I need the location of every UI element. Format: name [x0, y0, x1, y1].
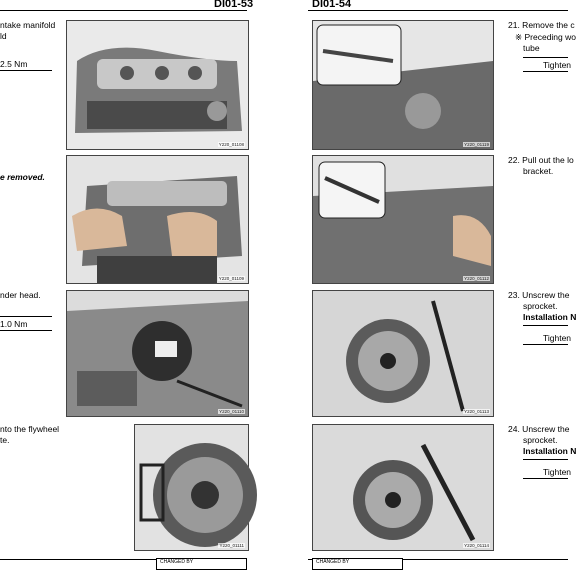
vacuum-pump-illustration: [67, 291, 248, 416]
photo-sprocket-2: [312, 424, 494, 551]
right-tighten-23: Tighten: [543, 333, 572, 343]
right-footer-label: CHANGED BY: [316, 559, 350, 565]
hands-removing-manifold-illustration: [67, 156, 248, 283]
left-step4-line2: te.: [0, 435, 10, 445]
photo-caption-6: Y220_01112: [464, 276, 489, 281]
right-footer-box: [312, 558, 403, 570]
left-step1-line1: ntake manifold: [0, 20, 56, 30]
right-torque-box-23: [523, 332, 572, 345]
right-torque-box-24: [523, 466, 572, 479]
left-torque-3: 1.0 Nm: [0, 319, 28, 329]
flywheel-illustration: [135, 425, 248, 550]
photo-flywheel: [134, 424, 249, 551]
right-torque-box-21: [523, 59, 572, 72]
left-header-rule: [0, 10, 247, 11]
left-torque-box-1: [0, 58, 52, 71]
left-torque-rule-3: [0, 316, 52, 317]
sprocket-chain-illustration-1: [313, 291, 493, 416]
left-step3-line1: nder head.: [0, 290, 41, 300]
right-header-rule: [308, 10, 568, 11]
engine-top-illustration: [67, 21, 248, 149]
left-page-number: DI01-53: [214, 0, 254, 10]
right-torque-rule-21: [523, 57, 568, 58]
right-step21-line1: 21. Remove the c: [508, 20, 575, 30]
left-step2-note: e removed.: [0, 172, 45, 182]
photo-caption-3: Y220_01110: [219, 409, 244, 414]
left-torque-box-3: [0, 318, 52, 331]
right-step22-line2: bracket.: [523, 166, 554, 176]
photo-intake-manifold: [66, 20, 249, 150]
right-step24-line2: sprocket.: [523, 435, 558, 445]
photo-caption-4: Y220_01111: [219, 543, 244, 548]
left-step1-line2: ld: [0, 31, 7, 41]
photo-manifold-removal: [66, 155, 249, 284]
photo-caption-1: Y220_01108: [218, 142, 244, 147]
left-torque-1: 2.5 Nm: [0, 59, 28, 69]
right-step24-line1: 24. Unscrew the: [508, 424, 570, 434]
photo-caption-8: Y220_01114: [464, 543, 489, 548]
photo-vacuum-pump: [66, 290, 249, 417]
right-tighten-24: Tighten: [543, 467, 572, 477]
right-step24-install: Installation N: [523, 446, 576, 456]
right-step22-line1: 22. Pull out the lo: [508, 155, 574, 165]
oil-feed-tube-illustration: [313, 21, 493, 149]
left-footer-box: [156, 558, 247, 570]
bracket-illustration: [313, 156, 493, 283]
left-footer-label: CHANGED BY: [160, 559, 194, 565]
left-step4-line1: nto the flywheel: [0, 424, 60, 434]
right-step23-line1: 23. Unscrew the: [508, 290, 570, 300]
photo-caption-7: Y220_01113: [464, 409, 489, 414]
right-step21-line2: ※ Preceding wo: [515, 32, 576, 42]
right-torque-rule-23a: [523, 325, 568, 326]
right-step23-line2: sprocket.: [523, 301, 558, 311]
right-tighten-21: Tighten: [543, 60, 572, 70]
sprocket-chain-illustration-2: [313, 425, 493, 550]
photo-bracket: [312, 155, 494, 284]
right-torque-rule-24a: [523, 459, 568, 460]
photo-caption-5: Y220_01119: [464, 142, 489, 147]
right-step21-line3: tube: [523, 43, 540, 53]
photo-caption-2: Y220_01109: [218, 276, 244, 281]
right-page-number: DI01-54: [312, 0, 352, 10]
photo-sprocket-1: [312, 290, 494, 417]
photo-oil-feed-tube: [312, 20, 494, 150]
right-step23-install: Installation N: [523, 312, 576, 322]
